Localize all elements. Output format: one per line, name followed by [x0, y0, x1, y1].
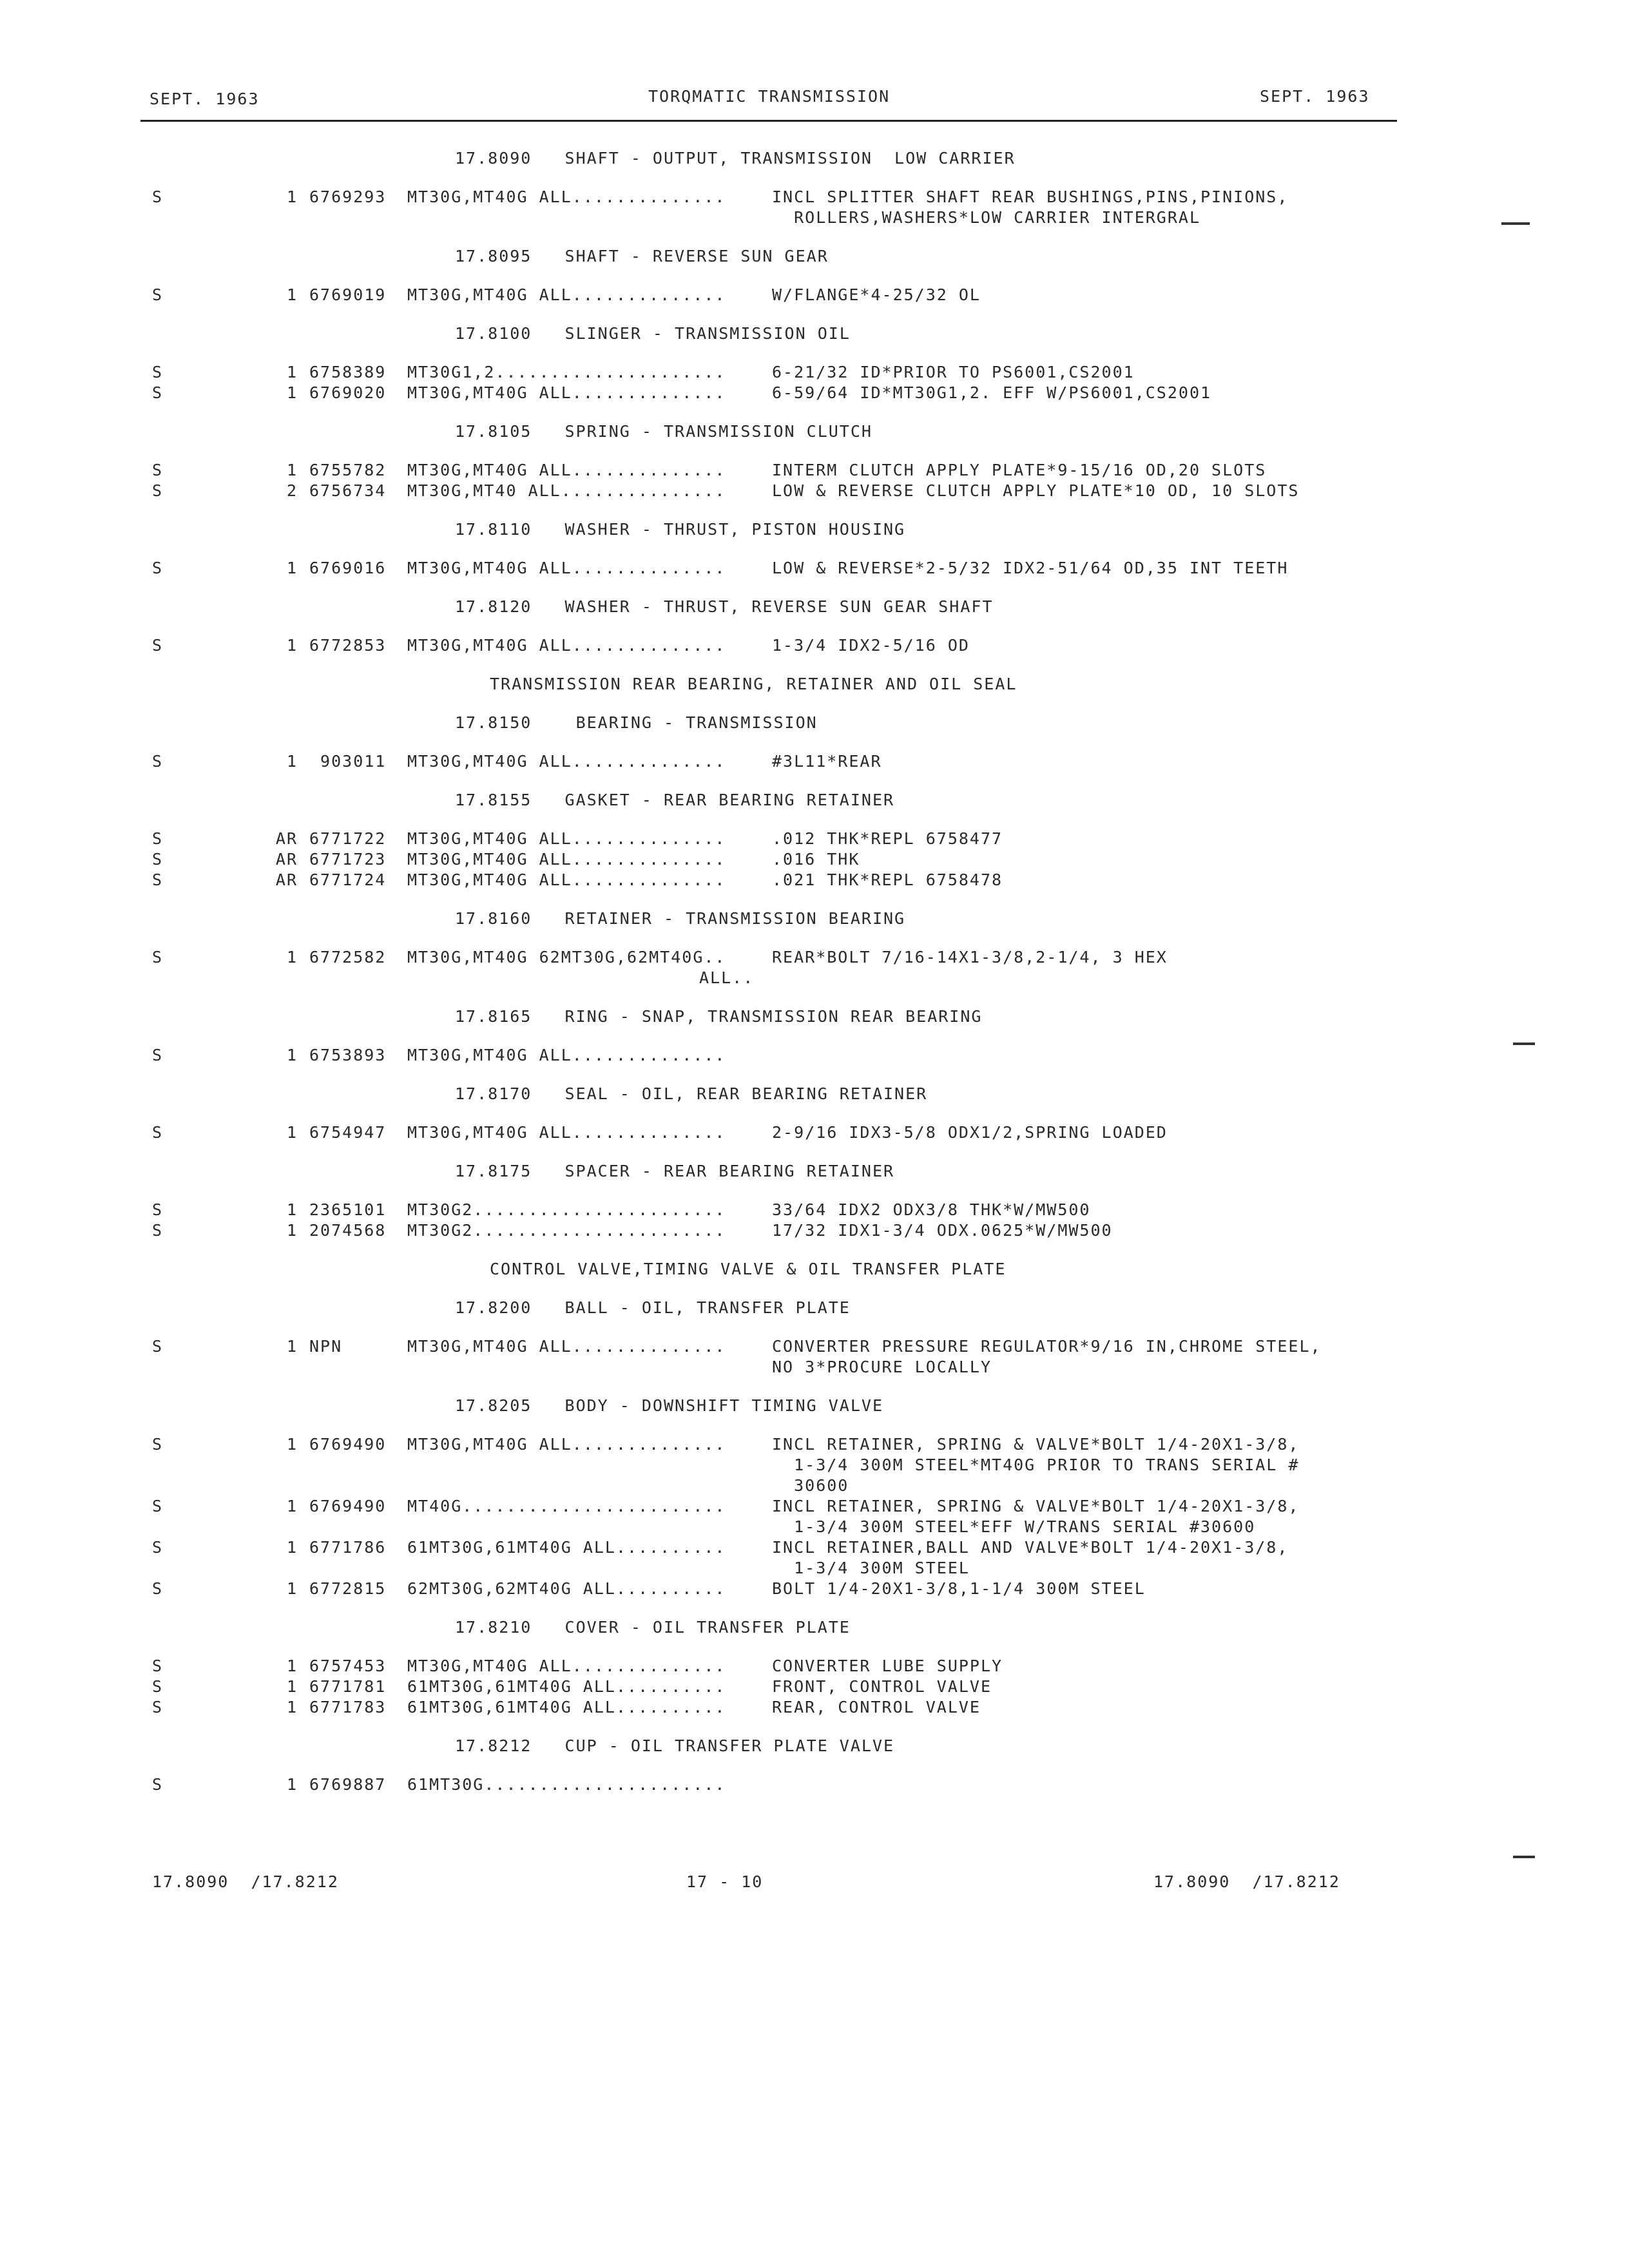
part-number: 6769490	[309, 1497, 387, 1515]
application: MT30G,MT40 ALL...............	[407, 481, 726, 500]
source-code: S	[152, 1775, 164, 1794]
category-heading: 17.8090 SHAFT - OUTPUT, TRANSMISSION LOW CARRIER	[455, 149, 1016, 168]
source-code: S	[152, 1337, 164, 1356]
part-number: 6771722	[309, 829, 387, 848]
source-code: S	[152, 829, 164, 848]
description: REAR*BOLT 7/16-14X1-3/8,2-1/4, 3 HEX	[772, 948, 1168, 966]
description: 1-3/4 300M STEEL	[772, 1559, 970, 1577]
source-code: S	[152, 363, 164, 381]
category-heading: 17.8165 RING - SNAP, TRANSMISSION REAR BEARING	[455, 1007, 983, 1026]
part-number: 6771783	[309, 1698, 387, 1716]
quantity: 1	[286, 1698, 298, 1716]
quantity: 1	[286, 1538, 298, 1557]
part-number: 6758389	[309, 363, 387, 381]
category-heading: 17.8205 BODY - DOWNSHIFT TIMING VALVE	[455, 1396, 883, 1415]
quantity: AR	[275, 850, 298, 869]
header-left: SEPT. 1963	[149, 90, 260, 108]
source-code: S	[152, 1677, 164, 1696]
footer-left: 17.8090 /17.8212	[152, 1872, 339, 1891]
part-number: 6754947	[309, 1123, 387, 1142]
description: FRONT, CONTROL VALVE	[772, 1677, 992, 1696]
quantity: 1	[286, 1337, 298, 1356]
application: MT30G,MT40G ALL..............	[407, 636, 726, 655]
application: 62MT30G,62MT40G ALL..........	[407, 1579, 726, 1598]
quantity: 1	[286, 1775, 298, 1794]
description: INCL RETAINER,BALL AND VALVE*BOLT 1/4-20X1-3/8,	[772, 1538, 1289, 1557]
source-code: S	[152, 461, 164, 479]
application: MT30G,MT40G ALL..............	[407, 559, 726, 577]
description: 30600	[772, 1476, 849, 1495]
part-number: 6772853	[309, 636, 387, 655]
quantity: 1	[286, 461, 298, 479]
quantity: 1	[286, 1200, 298, 1219]
application: MT30G,MT40G ALL..............	[407, 1337, 726, 1356]
description: BOLT 1/4-20X1-3/8,1-1/4 300M STEEL	[772, 1579, 1146, 1598]
part-number: 6771781	[309, 1677, 387, 1696]
category-heading: 17.8150 BEARING - TRANSMISSION	[455, 713, 818, 732]
application: MT30G2.......................	[407, 1221, 726, 1240]
source-code: S	[152, 1579, 164, 1598]
application: MT30G,MT40G ALL..............	[407, 1657, 726, 1675]
source-code: S	[152, 1046, 164, 1064]
description: INCL SPLITTER SHAFT REAR BUSHINGS,PINS,PINIONS,	[772, 187, 1289, 206]
description: W/FLANGE*4-25/32 OL	[772, 285, 981, 304]
description: 6-59/64 ID*MT30G1,2. EFF W/PS6001,CS2001	[772, 383, 1212, 402]
margin-mark	[1513, 1043, 1535, 1045]
header-rule	[140, 120, 1397, 122]
description: 1-3/4 300M STEEL*EFF W/TRANS SERIAL #30600	[772, 1517, 1256, 1536]
source-code: S	[152, 870, 164, 889]
source-code: S	[152, 1435, 164, 1454]
source-code: S	[152, 1123, 164, 1142]
part-number: 6753893	[309, 1046, 387, 1064]
source-code: S	[152, 850, 164, 869]
application: MT30G2.......................	[407, 1200, 726, 1219]
description: 33/64 IDX2 ODX3/8 THK*W/MW500	[772, 1200, 1091, 1219]
part-number: 6756734	[309, 481, 387, 500]
description: 2-9/16 IDX3-5/8 ODX1/2,SPRING LOADED	[772, 1123, 1168, 1142]
category-heading: 17.8100 SLINGER - TRANSMISSION OIL	[455, 324, 851, 343]
part-number: 2074568	[309, 1221, 387, 1240]
quantity: 1	[286, 363, 298, 381]
part-number: 6769293	[309, 187, 387, 206]
part-number: 6755782	[309, 461, 387, 479]
category-heading: 17.8212 CUP - OIL TRANSFER PLATE VALVE	[455, 1736, 895, 1755]
source-code: S	[152, 383, 164, 402]
category-heading: 17.8155 GASKET - REAR BEARING RETAINER	[455, 791, 895, 809]
category-heading: 17.8110 WASHER - THRUST, PISTON HOUSING	[455, 520, 906, 539]
application: MT30G,MT40G ALL..............	[407, 461, 726, 479]
source-code: S	[152, 481, 164, 500]
part-number: 6769020	[309, 383, 387, 402]
header-center: TORQMATIC TRANSMISSION	[648, 87, 891, 106]
category-heading: 17.8105 SPRING - TRANSMISSION CLUTCH	[455, 422, 872, 441]
source-code: S	[152, 1698, 164, 1716]
application: MT30G,MT40G ALL..............	[407, 829, 726, 848]
part-number: 6771786	[309, 1538, 387, 1557]
category-heading: 17.8120 WASHER - THRUST, REVERSE SUN GEAR SHAFT	[455, 597, 994, 616]
application: 61MT30G,61MT40G ALL..........	[407, 1677, 726, 1696]
description: INTERM CLUTCH APPLY PLATE*9-15/16 OD,20 SLOTS	[772, 461, 1267, 479]
application: MT30G,MT40G ALL..............	[407, 285, 726, 304]
description: 17/32 IDX1-3/4 ODX.0625*W/MW500	[772, 1221, 1113, 1240]
description: 1-3/4 IDX2-5/16 OD	[772, 636, 970, 655]
category-heading: 17.8175 SPACER - REAR BEARING RETAINER	[455, 1162, 895, 1180]
quantity: 1	[286, 285, 298, 304]
description: LOW & REVERSE CLUTCH APPLY PLATE*10 OD, 10 SLOTS	[772, 481, 1300, 500]
description: #3L11*REAR	[772, 752, 882, 771]
part-number: 903011	[309, 752, 387, 771]
application: MT30G1,2.....................	[407, 363, 726, 381]
source-code: S	[152, 1221, 164, 1240]
part-number: 6772582	[309, 948, 387, 966]
description: .021 THK*REPL 6758478	[772, 870, 1003, 889]
part-number: 6771724	[309, 870, 387, 889]
category-heading: 17.8200 BALL - OIL, TRANSFER PLATE	[455, 1298, 851, 1317]
description: .012 THK*REPL 6758477	[772, 829, 1003, 848]
group-heading: CONTROL VALVE,TIMING VALVE & OIL TRANSFER PLATE	[490, 1260, 1007, 1278]
source-code: S	[152, 187, 164, 206]
application: 61MT30G,61MT40G ALL..........	[407, 1538, 726, 1557]
description: LOW & REVERSE*2-5/32 IDX2-51/64 OD,35 INT TEETH	[772, 559, 1289, 577]
application: MT40G........................	[407, 1497, 726, 1515]
quantity: 1	[286, 948, 298, 966]
quantity: 1	[286, 752, 298, 771]
application: MT30G,MT40G ALL..............	[407, 752, 726, 771]
quantity: 1	[286, 1221, 298, 1240]
description: .016 THK	[772, 850, 860, 869]
application: 61MT30G,61MT40G ALL..........	[407, 1698, 726, 1716]
quantity: 1	[286, 1435, 298, 1454]
quantity: 1	[286, 1046, 298, 1064]
source-code: S	[152, 1497, 164, 1515]
application-continued: ALL..	[699, 968, 755, 987]
quantity: 1	[286, 187, 298, 206]
part-number: 6769019	[309, 285, 387, 304]
source-code: S	[152, 559, 164, 577]
source-code: S	[152, 1657, 164, 1675]
quantity: 2	[286, 481, 298, 500]
description: ROLLERS,WASHERS*LOW CARRIER INTERGRAL	[772, 208, 1200, 227]
source-code: S	[152, 948, 164, 966]
application: MT30G,MT40G ALL..............	[407, 383, 726, 402]
description: CONVERTER PRESSURE REGULATOR*9/16 IN,CHROME STEEL,	[772, 1337, 1322, 1356]
quantity: 1	[286, 383, 298, 402]
margin-mark	[1501, 222, 1530, 225]
quantity: 1	[286, 559, 298, 577]
quantity: 1	[286, 1579, 298, 1598]
part-number: 6769490	[309, 1435, 387, 1454]
application: MT30G,MT40G ALL..............	[407, 187, 726, 206]
category-heading: 17.8160 RETAINER - TRANSMISSION BEARING	[455, 909, 906, 928]
description: 1-3/4 300M STEEL*MT40G PRIOR TO TRANS SERIAL #	[772, 1456, 1300, 1474]
part-number: 6769887	[309, 1775, 387, 1794]
description: REAR, CONTROL VALVE	[772, 1698, 981, 1716]
application: MT30G,MT40G ALL..............	[407, 1435, 726, 1454]
category-heading: 17.8210 COVER - OIL TRANSFER PLATE	[455, 1618, 851, 1637]
source-code: S	[152, 1538, 164, 1557]
description: CONVERTER LUBE SUPPLY	[772, 1657, 1003, 1675]
source-code: S	[152, 752, 164, 771]
category-heading: 17.8170 SEAL - OIL, REAR BEARING RETAINER	[455, 1084, 928, 1103]
category-heading: 17.8095 SHAFT - REVERSE SUN GEAR	[455, 247, 829, 265]
margin-mark	[1513, 1856, 1535, 1858]
quantity: 1	[286, 1657, 298, 1675]
quantity: 1	[286, 636, 298, 655]
application: MT30G,MT40G ALL..............	[407, 850, 726, 869]
application: MT30G,MT40G ALL..............	[407, 1123, 726, 1142]
application: MT30G,MT40G 62MT30G,62MT40G..	[407, 948, 726, 966]
source-code: S	[152, 636, 164, 655]
footer-right: 17.8090 /17.8212	[1153, 1872, 1340, 1891]
part-number: 2365101	[309, 1200, 387, 1219]
quantity: 1	[286, 1497, 298, 1515]
footer-center: 17 - 10	[686, 1872, 764, 1891]
quantity: AR	[275, 829, 298, 848]
application: MT30G,MT40G ALL..............	[407, 1046, 726, 1064]
group-heading: TRANSMISSION REAR BEARING, RETAINER AND OIL SEAL	[490, 675, 1017, 693]
description: INCL RETAINER, SPRING & VALVE*BOLT 1/4-20X1-3/8,	[772, 1497, 1300, 1515]
quantity: 1	[286, 1677, 298, 1696]
description: INCL RETAINER, SPRING & VALVE*BOLT 1/4-20X1-3/8,	[772, 1435, 1300, 1454]
source-code: S	[152, 285, 164, 304]
part-number: 6771723	[309, 850, 387, 869]
application: 61MT30G......................	[407, 1775, 726, 1794]
quantity: 1	[286, 1123, 298, 1142]
part-number: 6757453	[309, 1657, 387, 1675]
description: 6-21/32 ID*PRIOR TO PS6001,CS2001	[772, 363, 1135, 381]
part-number: 6772815	[309, 1579, 387, 1598]
description: NO 3*PROCURE LOCALLY	[772, 1358, 992, 1376]
part-number: NPN	[309, 1337, 387, 1356]
quantity: AR	[275, 870, 298, 889]
part-number: 6769016	[309, 559, 387, 577]
source-code: S	[152, 1200, 164, 1219]
header-right: SEPT. 1963	[1260, 87, 1370, 106]
application: MT30G,MT40G ALL..............	[407, 870, 726, 889]
